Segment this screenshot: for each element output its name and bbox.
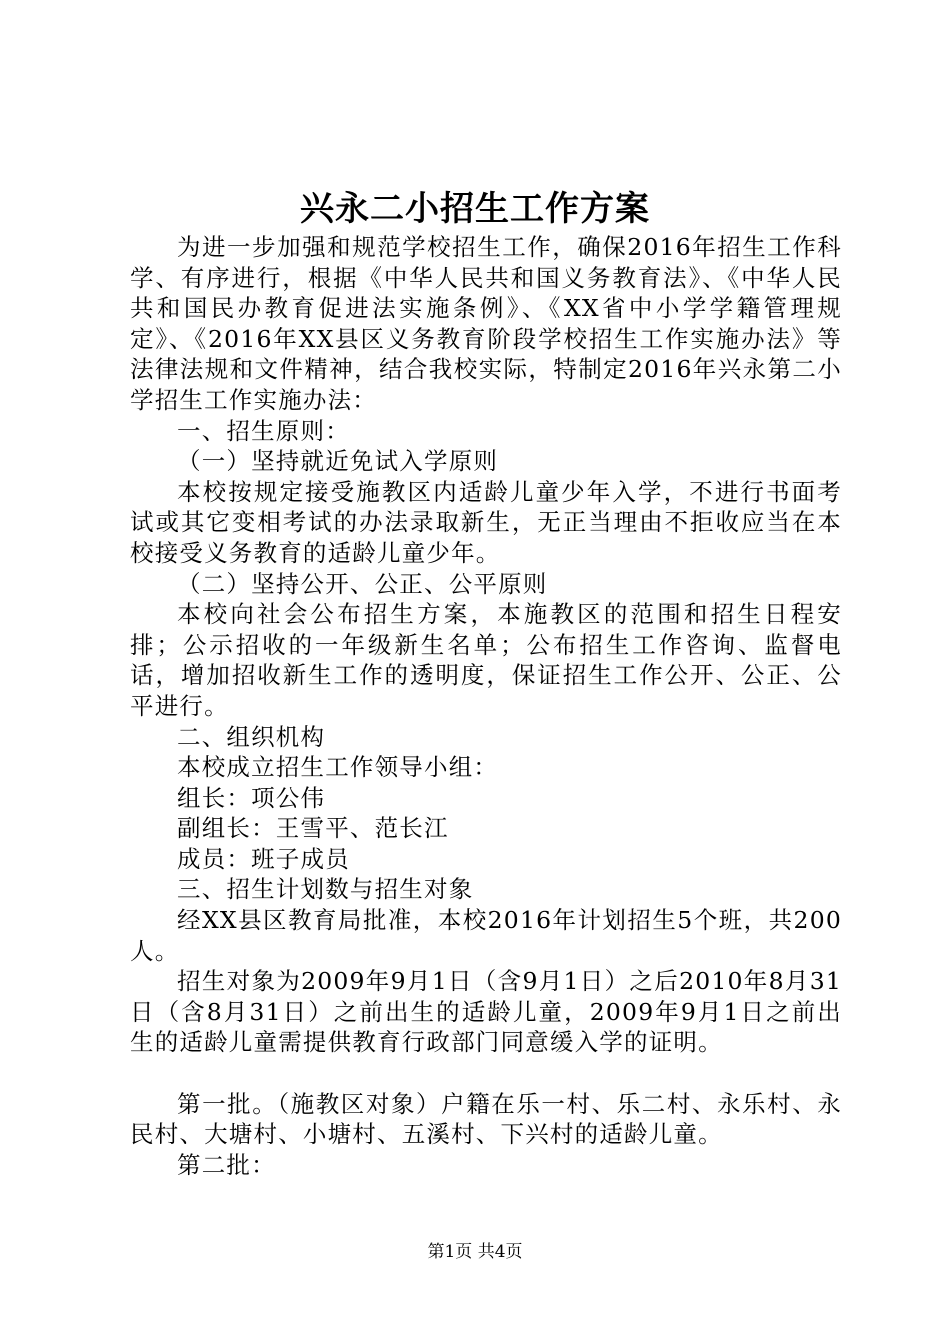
paragraph-members: 成员：班子成员 [177,844,350,873]
paragraph-2-intro: 本校成立招生工作领导小组： [177,753,499,782]
paragraph-targets: 招生对象为2009年9月1日（含9月1日）之后2010年8月31日（含8月31日）之前出生的适龄儿童，2009年9月1日之前出生的适龄儿童需提供教育行政部门同意缓入学的证明。 [130,967,842,1057]
paragraph-batch-1: 第一批。（施教区对象）户籍在乐一村、乐二村、永乐村、永民村、大塘村、小塘村、五溪村、下兴村的适龄儿童。 [130,1089,842,1149]
paragraph-1-1: 本校按规定接受施教区内适龄儿童少年入学，不进行书面考试或其它变相考试的办法录取新生，无正当理由不拒收应当在本校接受义务教育的适龄儿童少年。 [130,477,842,567]
heading-section-3: 三、招生计划数与招生对象 [177,875,474,904]
heading-section-1: 一、招生原则： [177,416,350,445]
document-body [130,232,842,1180]
page-footer: 第1页 共4页 [427,1242,523,1262]
subheading-1-1: （一）坚持就近免试入学原则 [177,447,499,476]
heading-section-2: 二、组织机构 [177,722,326,751]
paragraph-batch-2: 第二批： [177,1150,276,1179]
paragraph-plan: 经XX县区教育局批准，本校2016年计划招生5个班，共200人。 [130,906,842,965]
subheading-1-2: （二）坚持公开、公正、公平原则 [177,569,548,598]
document-title: 兴永二小招生工作方案 [300,189,650,229]
paragraph-deputy-leader: 副组长：王雪平、范长江 [177,814,449,843]
paragraph-group-leader: 组长：项公伟 [177,783,326,812]
paragraph-intro: 为进一步加强和规范学校招生工作，确保2016年招生工作科学、有序进行，根据《中华人民共和国义务教育法》、《中华人民共和国民办教育促进法实施条例》、《XX省中小学学籍管理规定》、《2016年XX县区义务教育阶段学校招生工作实施办法》等法律法规和文件精神，结合我校实际，特制定2016年兴永第二小学招生工作实施办法： [130,233,842,414]
paragraph-1-2: 本校向社会公布招生方案，本施教区的范围和招生日程安排；公示招收的一年级新生名单；公布招生工作咨询、监督电话，增加招收新生工作的透明度，保证招生工作公开、公正、公平进行。 [130,600,842,720]
